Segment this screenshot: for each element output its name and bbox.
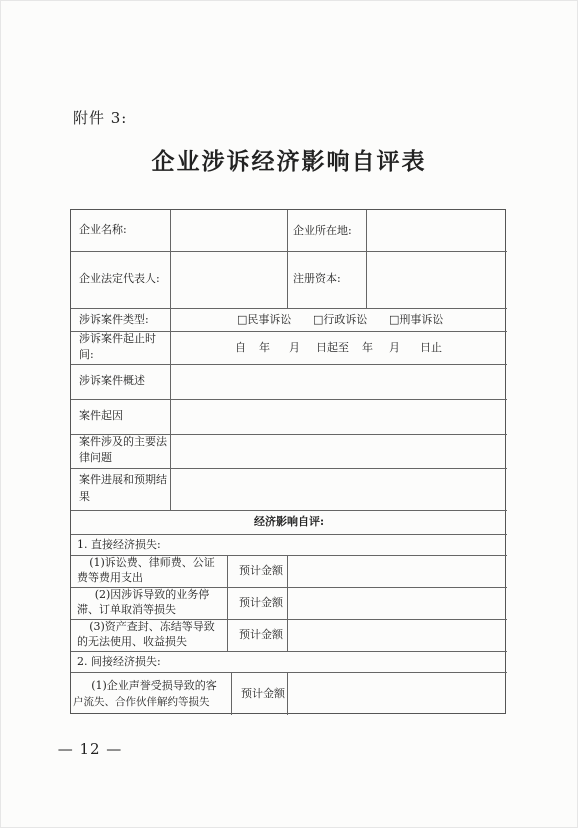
direct-item-1-line1: (1)诉讼费、律师费、公证 [89, 556, 215, 569]
direct-item-3-line1: (3)资产查封、冻结等导致 [89, 620, 215, 633]
legal-representative-label: 企业法定代表人: [79, 272, 160, 285]
direct-item-2-line2: 滞、订单取消等损失 [77, 603, 176, 616]
indirect-loss-header: 2. 间接经济损失: [77, 655, 161, 668]
checkbox-administrative-litigation[interactable]: □行政诉讼 [313, 313, 368, 326]
indirect-item-1-amount-label: 预计金额 [241, 687, 285, 700]
case-summary-label: 涉诉案件概述 [79, 374, 145, 387]
legal-issues-label-line1: 案件涉及的主要法 [79, 435, 167, 448]
self-evaluation-form [70, 209, 506, 714]
checkbox-criminal-litigation[interactable]: □刑事诉讼 [389, 313, 444, 326]
direct-item-1-amount-label: 预计金额 [239, 564, 283, 577]
date-month-label-2: 月 [389, 341, 400, 354]
document-title: 企业涉诉经济影响自评表 [151, 148, 427, 175]
direct-item-2-amount-label: 预计金额 [239, 596, 283, 609]
checkbox-civil-litigation[interactable]: □民事诉讼 [237, 313, 292, 326]
page-number: — 12 — [57, 740, 123, 758]
progress-label-line2: 果 [79, 490, 90, 503]
legal-issues-label-line2: 律问题 [79, 451, 112, 464]
company-location-label: 企业所在地: [293, 224, 352, 237]
self-evaluation-header: 经济影响自评: [253, 515, 325, 528]
attachment-label: 附件 3: [73, 109, 128, 127]
direct-item-1-line2: 费等费用支出 [77, 571, 143, 584]
indirect-item-1-line2: 户流失、合作伙伴解约等损失 [73, 696, 210, 708]
date-year-label-1: 年 [259, 341, 270, 354]
case-type-label: 涉诉案件类型: [79, 313, 149, 326]
date-year-label-2: 年 [362, 341, 373, 354]
direct-item-3-amount-label: 预计金额 [239, 628, 283, 641]
date-day-end-label: 日止 [420, 341, 442, 354]
direct-item-3-line2: 的无法使用、收益损失 [77, 635, 187, 648]
date-day-to-label: 日起至 [316, 341, 349, 354]
direct-loss-header: 1. 直接经济损失: [77, 538, 161, 551]
date-from-label: 自 [235, 341, 246, 354]
case-cause-label: 案件起因 [79, 409, 123, 422]
case-period-label-line1: 涉诉案件起止时 [79, 332, 156, 345]
indirect-item-1-line1: (1)企业声誉受损导致的客 [91, 679, 217, 692]
case-period-label-line2: 间: [79, 348, 94, 361]
progress-label-line1: 案件进展和预期结 [79, 473, 167, 486]
direct-item-2-line1: (2)因涉诉导致的业务停 [94, 588, 210, 601]
date-month-label-1: 月 [289, 341, 300, 354]
company-name-label: 企业名称: [79, 223, 127, 236]
registered-capital-label: 注册资本: [293, 272, 341, 285]
